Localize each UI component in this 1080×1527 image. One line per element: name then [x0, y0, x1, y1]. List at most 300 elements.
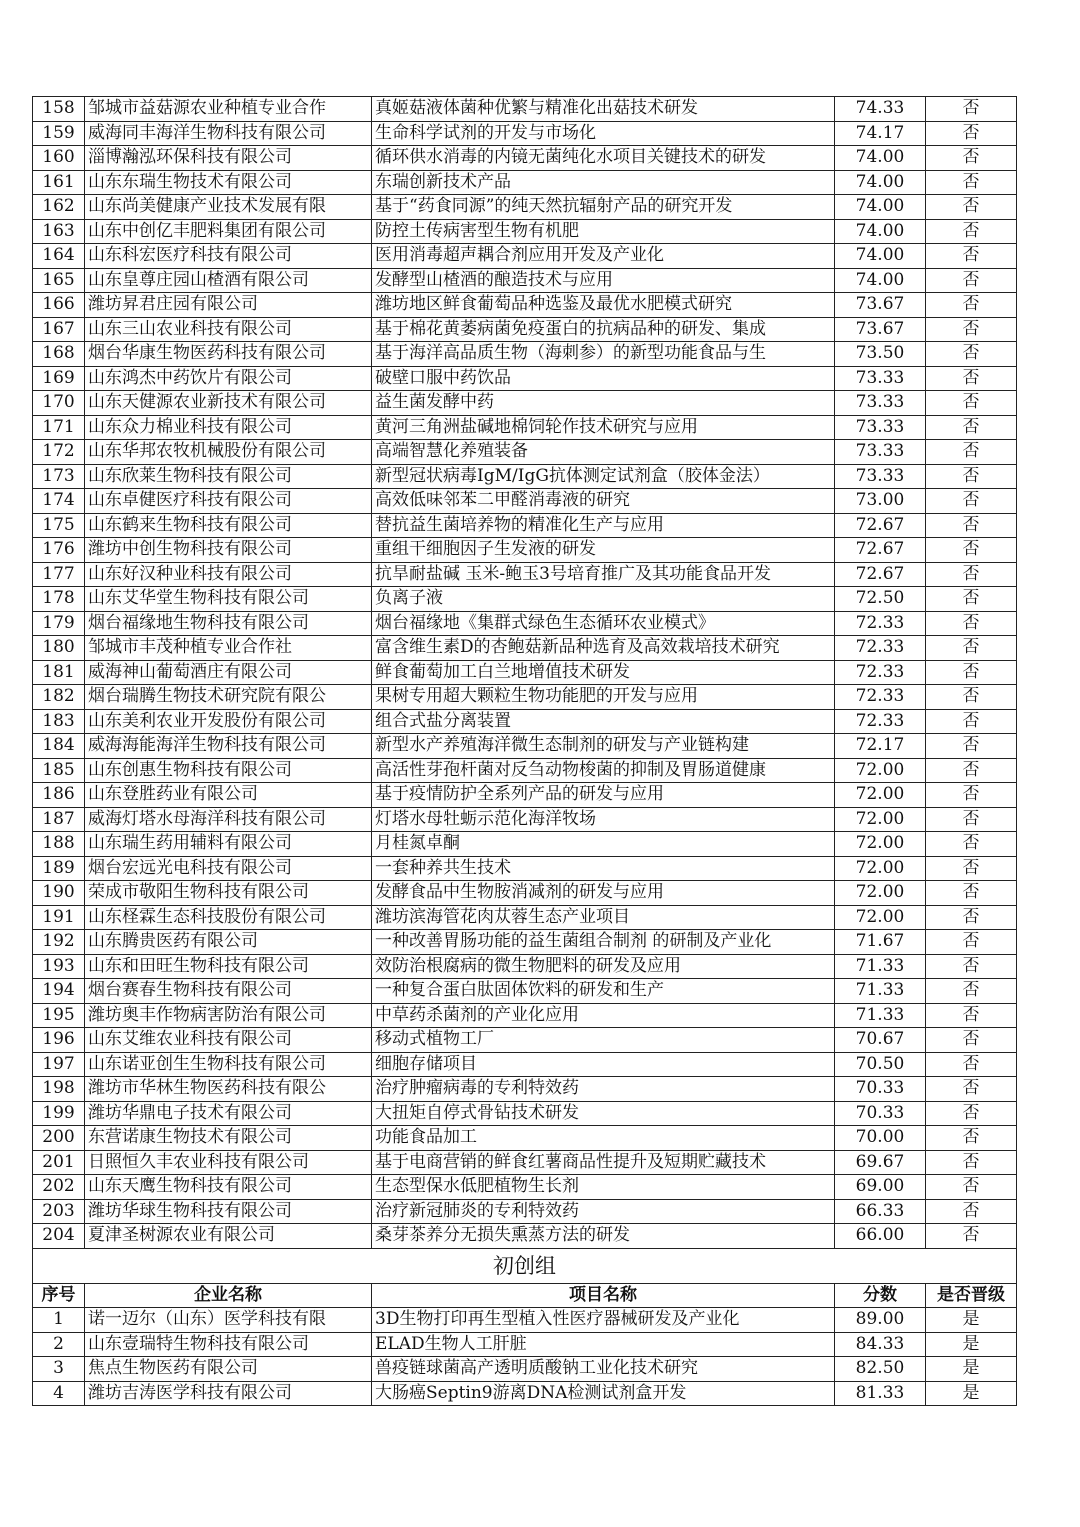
company-name: 烟台瑞腾生物技术研究院有限公: [85, 685, 372, 710]
table-row: [33, 856, 1017, 881]
project-name: 潍坊滨海管花肉苁蓉生态产业项目: [372, 905, 835, 930]
advance-status: 否: [926, 1101, 1017, 1126]
advance-status: 否: [926, 97, 1017, 122]
table-row: [33, 709, 1017, 734]
project-name: 大扭矩自停式骨钻技术研发: [372, 1101, 835, 1126]
row-number: 184: [33, 734, 85, 759]
company-name: 威海海能海洋生物科技有限公司: [85, 734, 372, 759]
row-number: 200: [33, 1126, 85, 1151]
advance-status: 否: [926, 611, 1017, 636]
project-name: 基于电商营销的鲜食红薯商品性提升及短期贮藏技术: [372, 1150, 835, 1175]
advance-status: 否: [926, 1077, 1017, 1102]
results-sheet: [32, 96, 1016, 1406]
company-name: 东营诺康生物技术有限公司: [85, 1126, 372, 1151]
row-number: 160: [33, 146, 85, 171]
score: 72.50: [835, 587, 926, 612]
header-advance: 是否晋级: [926, 1283, 1017, 1308]
row-number: 175: [33, 513, 85, 538]
advance-status: 否: [926, 856, 1017, 881]
project-name: 大肠癌Septin9游离DNA检测试剂盒开发: [372, 1381, 835, 1406]
row-number: 176: [33, 538, 85, 563]
project-name: 替抗益生菌培养物的精准化生产与应用: [372, 513, 835, 538]
advance-status: 否: [926, 783, 1017, 808]
project-name: 基于疫情防护全系列产品的研发与应用: [372, 783, 835, 808]
company-name: 邹城市益菇源农业种植专业合作: [85, 97, 372, 122]
company-name: 山东尚美健康产业技术发展有限: [85, 195, 372, 220]
score: 81.33: [835, 1381, 926, 1406]
advance-status: 否: [926, 489, 1017, 514]
advance-status: 否: [926, 219, 1017, 244]
score: 70.00: [835, 1126, 926, 1151]
table-row: [33, 440, 1017, 465]
company-name: 威海神山葡萄酒庄有限公司: [85, 660, 372, 685]
score: 73.33: [835, 464, 926, 489]
company-name: 夏津圣树源农业有限公司: [85, 1224, 372, 1249]
row-number: 181: [33, 660, 85, 685]
score: 72.33: [835, 636, 926, 661]
table-row: [33, 170, 1017, 195]
row-number: 178: [33, 587, 85, 612]
project-name: 生命科学试剂的开发与市场化: [372, 121, 835, 146]
score: 72.67: [835, 562, 926, 587]
score: 73.33: [835, 415, 926, 440]
project-name: 基于“药食同源”的纯天然抗辐射产品的研究开发: [372, 195, 835, 220]
table-row: [33, 611, 1017, 636]
advance-status: 否: [926, 587, 1017, 612]
score: 74.17: [835, 121, 926, 146]
section-title: 初创组: [33, 1248, 1017, 1283]
table-row: [33, 807, 1017, 832]
project-name: 潍坊地区鲜食葡萄品种选鉴及最优水肥模式研究: [372, 293, 835, 318]
table-row: [33, 1332, 1017, 1357]
row-number: 2: [33, 1332, 85, 1357]
row-number: 4: [33, 1381, 85, 1406]
advance-status: 否: [926, 170, 1017, 195]
score: 74.00: [835, 170, 926, 195]
advance-status: 否: [926, 538, 1017, 563]
row-number: 174: [33, 489, 85, 514]
row-number: 171: [33, 415, 85, 440]
table-row: [33, 268, 1017, 293]
company-name: 焦点生物医药有限公司: [85, 1357, 372, 1382]
project-name: 医用消毒超声耦合剂应用开发及产业化: [372, 244, 835, 269]
advance-status: 否: [926, 464, 1017, 489]
score: 72.33: [835, 611, 926, 636]
advance-status: 否: [926, 636, 1017, 661]
company-name: 山东瑞生药用辅料有限公司: [85, 832, 372, 857]
score: 73.00: [835, 489, 926, 514]
score: 72.00: [835, 881, 926, 906]
row-number: 167: [33, 317, 85, 342]
company-name: 山东美利农业开发股份有限公司: [85, 709, 372, 734]
advance-status: 否: [926, 1175, 1017, 1200]
score: 74.33: [835, 97, 926, 122]
row-number: 169: [33, 366, 85, 391]
project-name: 东瑞创新技术产品: [372, 170, 835, 195]
table-row: [33, 636, 1017, 661]
score: 73.33: [835, 440, 926, 465]
row-number: 159: [33, 121, 85, 146]
table-row: [33, 244, 1017, 269]
score: 70.33: [835, 1077, 926, 1102]
project-name: 高活性芽孢杆菌对反刍动物梭菌的抑制及胃肠道健康: [372, 758, 835, 783]
advance-status: 否: [926, 195, 1017, 220]
advance-status: 是: [926, 1357, 1017, 1382]
table-row: [33, 415, 1017, 440]
score: 73.50: [835, 342, 926, 367]
row-number: 177: [33, 562, 85, 587]
company-name: 山东创惠生物科技有限公司: [85, 758, 372, 783]
row-number: 170: [33, 391, 85, 416]
table-row: [33, 783, 1017, 808]
advance-status: 否: [926, 709, 1017, 734]
row-number: 1: [33, 1308, 85, 1333]
score: 72.33: [835, 660, 926, 685]
advance-status: 否: [926, 342, 1017, 367]
row-number: 191: [33, 905, 85, 930]
score: 84.33: [835, 1332, 926, 1357]
table-row: [33, 734, 1017, 759]
project-name: 一种改善胃肠功能的益生菌组合制剂 的研制及产业化: [372, 930, 835, 955]
company-name: 潍坊市华林生物医药科技有限公: [85, 1077, 372, 1102]
table-row: [33, 1308, 1017, 1333]
advance-status: 否: [926, 121, 1017, 146]
advance-status: 否: [926, 1052, 1017, 1077]
row-number: 192: [33, 930, 85, 955]
advance-status: 否: [926, 1199, 1017, 1224]
score: 70.33: [835, 1101, 926, 1126]
project-name: 组合式盐分离装置: [372, 709, 835, 734]
company-name: 日照恒久丰农业科技有限公司: [85, 1150, 372, 1175]
table-row: [33, 954, 1017, 979]
advance-status: 否: [926, 513, 1017, 538]
row-number: 197: [33, 1052, 85, 1077]
table-row: [33, 464, 1017, 489]
header-score: 分数: [835, 1283, 926, 1308]
score: 71.67: [835, 930, 926, 955]
score: 72.00: [835, 856, 926, 881]
row-number: 202: [33, 1175, 85, 1200]
row-number: 164: [33, 244, 85, 269]
score: 82.50: [835, 1357, 926, 1382]
row-number: 189: [33, 856, 85, 881]
section-title-row: [33, 1248, 1017, 1283]
score: 72.17: [835, 734, 926, 759]
row-number: 173: [33, 464, 85, 489]
advance-status: 否: [926, 562, 1017, 587]
company-name: 潍坊华鼎电子技术有限公司: [85, 1101, 372, 1126]
table-row: [33, 758, 1017, 783]
score: 69.67: [835, 1150, 926, 1175]
table-row: [33, 489, 1017, 514]
table-row: [33, 146, 1017, 171]
advance-status: 否: [926, 1150, 1017, 1175]
header-project: 项目名称: [372, 1283, 835, 1308]
project-name: 细胞存储项目: [372, 1052, 835, 1077]
table-row: [33, 587, 1017, 612]
table-row: [33, 97, 1017, 122]
project-name: 中草药杀菌剂的产业化应用: [372, 1003, 835, 1028]
advance-status: 否: [926, 807, 1017, 832]
score: 72.00: [835, 832, 926, 857]
score: 74.00: [835, 268, 926, 293]
advance-status: 否: [926, 268, 1017, 293]
project-name: 负离子液: [372, 587, 835, 612]
company-name: 潍坊华球生物科技有限公司: [85, 1199, 372, 1224]
advance-status: 是: [926, 1332, 1017, 1357]
advance-status: 是: [926, 1381, 1017, 1406]
project-name: 果树专用超大颗粒生物功能肥的开发与应用: [372, 685, 835, 710]
project-name: 高效低味邻苯二甲醛消毒液的研究: [372, 489, 835, 514]
company-name: 烟台赛春生物科技有限公司: [85, 979, 372, 1004]
row-number: 162: [33, 195, 85, 220]
table-row: [33, 1175, 1017, 1200]
company-name: 淄博瀚泓环保科技有限公司: [85, 146, 372, 171]
row-number: 3: [33, 1357, 85, 1382]
project-name: 鲜食葡萄加工白兰地增值技术研发: [372, 660, 835, 685]
table-row: [33, 881, 1017, 906]
advance-status: 否: [926, 905, 1017, 930]
table-row: [33, 1003, 1017, 1028]
company-name: 山东柽霖生态科技股份有限公司: [85, 905, 372, 930]
header-company: 企业名称: [85, 1283, 372, 1308]
project-name: 生态型保水低肥植物生长剂: [372, 1175, 835, 1200]
project-name: 黄河三角洲盐碱地棉饲轮作技术研究与应用: [372, 415, 835, 440]
project-name: 移动式植物工厂: [372, 1028, 835, 1053]
score: 74.00: [835, 219, 926, 244]
company-name: 山东好汉种业科技有限公司: [85, 562, 372, 587]
company-name: 潍坊奥丰作物病害防治有限公司: [85, 1003, 372, 1028]
score: 73.33: [835, 391, 926, 416]
company-name: 烟台福缘地生物科技有限公司: [85, 611, 372, 636]
advance-status: 否: [926, 1126, 1017, 1151]
project-name: 治疗肿瘤病毒的专利特效药: [372, 1077, 835, 1102]
advance-status: 否: [926, 1003, 1017, 1028]
row-number: 161: [33, 170, 85, 195]
group-a-rows: [33, 97, 1017, 1249]
advance-status: 否: [926, 881, 1017, 906]
project-name: 治疗新冠肺炎的专利特效药: [372, 1199, 835, 1224]
project-name: 月桂氮卓酮: [372, 832, 835, 857]
company-name: 山东登胜药业有限公司: [85, 783, 372, 808]
company-name: 威海同丰海洋生物科技有限公司: [85, 121, 372, 146]
advance-status: 否: [926, 832, 1017, 857]
row-number: 193: [33, 954, 85, 979]
project-name: 益生菌发酵中药: [372, 391, 835, 416]
score: 72.33: [835, 709, 926, 734]
advance-status: 是: [926, 1308, 1017, 1333]
table-row: [33, 1052, 1017, 1077]
company-name: 山东科宏医疗科技有限公司: [85, 244, 372, 269]
row-number: 163: [33, 219, 85, 244]
project-name: 富含维生素D的杏鲍菇新品种选育及高效栽培技术研究: [372, 636, 835, 661]
table-row: [33, 1101, 1017, 1126]
project-name: 发酵型山楂酒的酿造技术与应用: [372, 268, 835, 293]
advance-status: 否: [926, 293, 1017, 318]
row-number: 187: [33, 807, 85, 832]
row-number: 166: [33, 293, 85, 318]
score: 72.00: [835, 758, 926, 783]
table-row: [33, 513, 1017, 538]
row-number: 180: [33, 636, 85, 661]
row-number: 165: [33, 268, 85, 293]
score: 70.50: [835, 1052, 926, 1077]
row-number: 186: [33, 783, 85, 808]
company-name: 山东诺亚创生生物科技有限公司: [85, 1052, 372, 1077]
score: 66.00: [835, 1224, 926, 1249]
table-row: [33, 121, 1017, 146]
project-name: 循环供水消毒的内镜无菌纯化水项目关键技术的研发: [372, 146, 835, 171]
company-name: 山东欣莱生物科技有限公司: [85, 464, 372, 489]
table-row: [33, 391, 1017, 416]
advance-status: 否: [926, 758, 1017, 783]
advance-status: 否: [926, 954, 1017, 979]
table-row: [33, 1357, 1017, 1382]
advance-status: 否: [926, 685, 1017, 710]
row-number: 201: [33, 1150, 85, 1175]
table-row: [33, 538, 1017, 563]
project-name: 发酵食品中生物胺消减剂的研发与应用: [372, 881, 835, 906]
company-name: 山东皇尊庄园山楂酒有限公司: [85, 268, 372, 293]
table-row: [33, 1077, 1017, 1102]
project-name: 高端智慧化养殖装备: [372, 440, 835, 465]
row-number: 199: [33, 1101, 85, 1126]
company-name: 山东东瑞生物技术有限公司: [85, 170, 372, 195]
advance-status: 否: [926, 146, 1017, 171]
score: 74.00: [835, 195, 926, 220]
score: 72.33: [835, 685, 926, 710]
project-name: 重组干细胞因子生发液的研发: [372, 538, 835, 563]
company-name: 山东中创亿丰肥料集团有限公司: [85, 219, 372, 244]
row-number: 182: [33, 685, 85, 710]
advance-status: 否: [926, 930, 1017, 955]
score: 72.00: [835, 783, 926, 808]
score: 70.67: [835, 1028, 926, 1053]
project-name: 灯塔水母牡蛎示范化海洋牧场: [372, 807, 835, 832]
project-name: 效防治根腐病的微生物肥料的研发及应用: [372, 954, 835, 979]
table-row: [33, 1028, 1017, 1053]
score: 72.00: [835, 905, 926, 930]
row-number: 185: [33, 758, 85, 783]
company-name: 烟台宏远光电科技有限公司: [85, 856, 372, 881]
table-row: [33, 1224, 1017, 1249]
row-number: 196: [33, 1028, 85, 1053]
row-number: 179: [33, 611, 85, 636]
row-number: 183: [33, 709, 85, 734]
header-no: 序号: [33, 1283, 85, 1308]
company-name: 山东天健源农业新技术有限公司: [85, 391, 372, 416]
row-number: 194: [33, 979, 85, 1004]
score: 89.00: [835, 1308, 926, 1333]
score: 74.00: [835, 146, 926, 171]
table-row: [33, 562, 1017, 587]
project-name: 基于棉花黄萎病菌免疫蛋白的抗病品种的研发、集成: [372, 317, 835, 342]
row-number: 198: [33, 1077, 85, 1102]
company-name: 山东华邦农牧机械股份有限公司: [85, 440, 372, 465]
table-row: [33, 685, 1017, 710]
table-row: [33, 905, 1017, 930]
row-number: 172: [33, 440, 85, 465]
advance-status: 否: [926, 415, 1017, 440]
advance-status: 否: [926, 244, 1017, 269]
table-row: [33, 317, 1017, 342]
project-name: 新型水产养殖海洋微生态制剂的研发与产业链构建: [372, 734, 835, 759]
score: 74.00: [835, 244, 926, 269]
table-header-row: [33, 1283, 1017, 1308]
company-name: 烟台华康生物医药科技有限公司: [85, 342, 372, 367]
score: 73.33: [835, 366, 926, 391]
project-name: 新型冠状病毒IgM/IgG抗体测定试剂盒（胶体金法）: [372, 464, 835, 489]
results-table: [32, 96, 1017, 1406]
project-name: 兽疫链球菌高产透明质酸钠工业化技术研究: [372, 1357, 835, 1382]
score: 71.33: [835, 1003, 926, 1028]
table-row: [33, 293, 1017, 318]
project-name: 基于海洋高品质生物（海刺参）的新型功能食品与生: [372, 342, 835, 367]
table-row: [33, 366, 1017, 391]
score: 72.67: [835, 513, 926, 538]
score: 72.67: [835, 538, 926, 563]
row-number: 203: [33, 1199, 85, 1224]
company-name: 山东三山农业科技有限公司: [85, 317, 372, 342]
table-row: [33, 979, 1017, 1004]
table-row: [33, 219, 1017, 244]
advance-status: 否: [926, 734, 1017, 759]
project-name: 破壁口服中药饮品: [372, 366, 835, 391]
company-name: 山东天鹰生物科技有限公司: [85, 1175, 372, 1200]
score: 71.33: [835, 954, 926, 979]
table-row: [33, 660, 1017, 685]
company-name: 山东艾华堂生物科技有限公司: [85, 587, 372, 612]
company-name: 山东艾维农业科技有限公司: [85, 1028, 372, 1053]
project-name: ELAD生物人工肝脏: [372, 1332, 835, 1357]
company-name: 邹城市丰茂种植专业合作社: [85, 636, 372, 661]
table-row: [33, 1199, 1017, 1224]
table-row: [33, 1126, 1017, 1151]
company-name: 山东壹瑞特生物科技有限公司: [85, 1332, 372, 1357]
advance-status: 否: [926, 1028, 1017, 1053]
company-name: 山东腾贵医药有限公司: [85, 930, 372, 955]
group-b-section: [33, 1248, 1017, 1308]
table-row: [33, 195, 1017, 220]
score: 72.00: [835, 807, 926, 832]
company-name: 潍坊昇君庄园有限公司: [85, 293, 372, 318]
advance-status: 否: [926, 660, 1017, 685]
advance-status: 否: [926, 979, 1017, 1004]
company-name: 诺一迈尔（山东）医学科技有限: [85, 1308, 372, 1333]
company-name: 荣成市敬阳生物科技有限公司: [85, 881, 372, 906]
row-number: 204: [33, 1224, 85, 1249]
project-name: 一套种养共生技术: [372, 856, 835, 881]
advance-status: 否: [926, 317, 1017, 342]
row-number: 190: [33, 881, 85, 906]
project-name: 桑芽茶养分无损失熏蒸方法的研发: [372, 1224, 835, 1249]
score: 66.33: [835, 1199, 926, 1224]
group-b-rows: [33, 1308, 1017, 1406]
advance-status: 否: [926, 440, 1017, 465]
project-name: 防控土传病害型生物有机肥: [372, 219, 835, 244]
project-name: 功能食品加工: [372, 1126, 835, 1151]
project-name: 抗旱耐盐碱 玉米-鲍玉3号培育推广及其功能食品开发: [372, 562, 835, 587]
company-name: 山东众力棉业科技有限公司: [85, 415, 372, 440]
table-row: [33, 342, 1017, 367]
company-name: 山东鹤来生物科技有限公司: [85, 513, 372, 538]
table-row: [33, 1381, 1017, 1406]
company-name: 山东鸿杰中药饮片有限公司: [85, 366, 372, 391]
company-name: 潍坊中创生物科技有限公司: [85, 538, 372, 563]
row-number: 168: [33, 342, 85, 367]
row-number: 188: [33, 832, 85, 857]
table-row: [33, 1150, 1017, 1175]
